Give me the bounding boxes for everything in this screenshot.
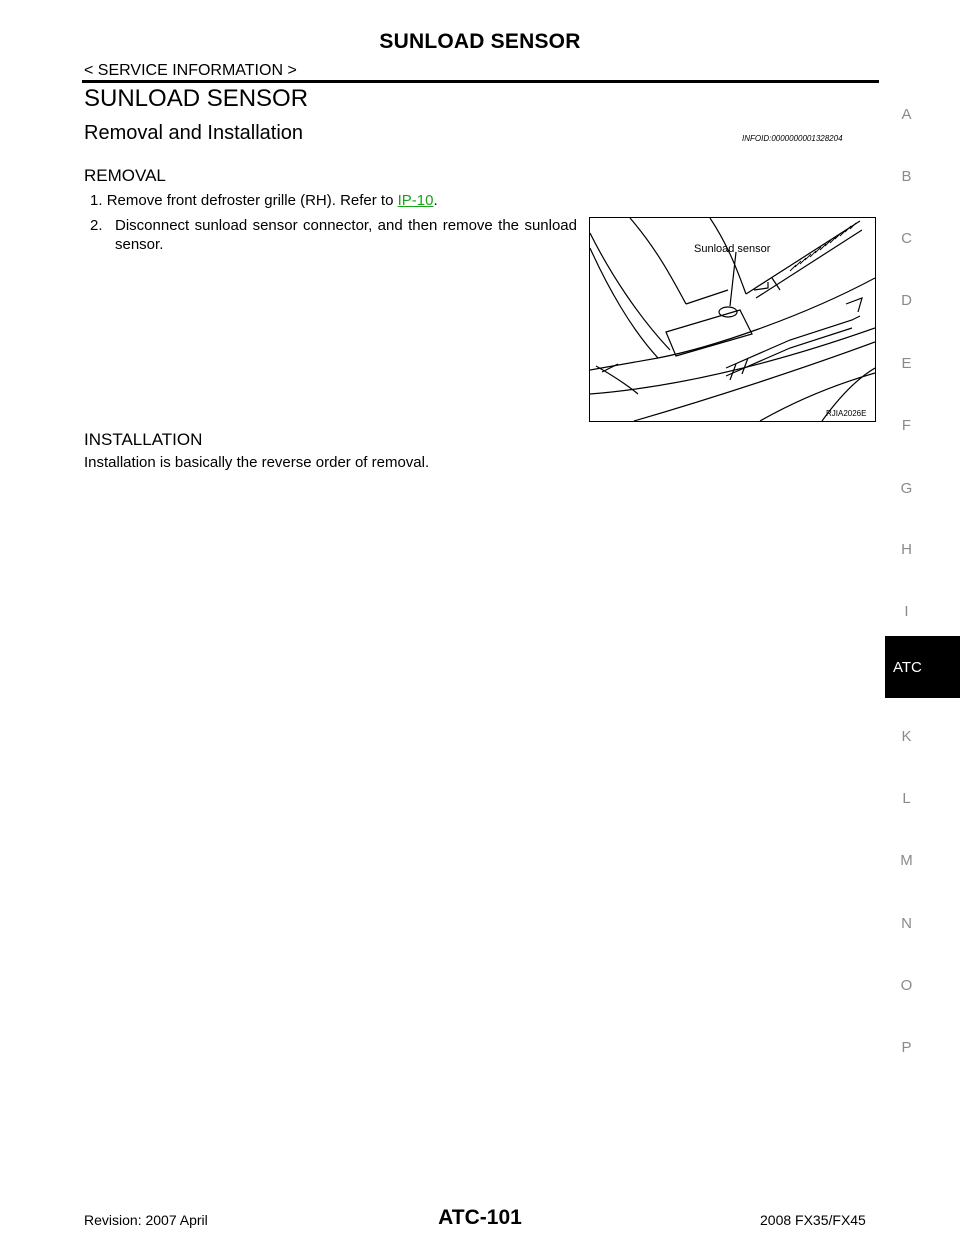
- step-1: [90, 191, 438, 210]
- installation-heading: INSTALLATION: [84, 430, 203, 449]
- step-2: [90, 216, 577, 254]
- index-tab-d[interactable]: D: [901, 292, 912, 309]
- section-title: Removal and Installation: [84, 122, 304, 144]
- step-number: 2.: [90, 217, 103, 234]
- index-tab-a[interactable]: A: [901, 106, 912, 123]
- revision-date: Revision: 2007 April: [84, 1212, 208, 1228]
- page-number: ATC-101: [438, 1206, 522, 1229]
- index-tab-f[interactable]: F: [901, 417, 912, 434]
- reference-link-ip-10[interactable]: IP-10: [397, 192, 434, 209]
- figure-code: RJIA2026E: [826, 409, 867, 418]
- step-number: 1.: [90, 192, 103, 209]
- section-index-tabs: [885, 0, 960, 1242]
- index-tab-c[interactable]: C: [901, 230, 912, 247]
- vehicle-model: 2008 FX35/FX45: [760, 1212, 866, 1228]
- header-rule: [82, 80, 879, 83]
- index-tab-atc-active[interactable]: ATC: [885, 636, 960, 698]
- step-text-end: .: [433, 192, 438, 209]
- step-text: Disconnect sunload sensor connector, and then remove the sunload sensor.: [115, 217, 577, 253]
- removal-heading: REMOVAL: [84, 166, 166, 185]
- index-tab-n[interactable]: N: [901, 915, 912, 932]
- info-id: INFOID:0000000001328204: [742, 134, 843, 143]
- step-text: Remove front defroster grille (RH). Refer to: [106, 192, 398, 209]
- index-tab-b[interactable]: B: [901, 168, 912, 185]
- index-tab-h[interactable]: H: [901, 541, 912, 558]
- sunload-sensor-figure: [589, 217, 876, 422]
- installation-text: Installation is basically the reverse order of removal.: [84, 454, 430, 471]
- page-title: SUNLOAD SENSOR: [84, 85, 309, 112]
- index-tab-k[interactable]: K: [901, 728, 912, 745]
- breadcrumb: < SERVICE INFORMATION >: [84, 62, 297, 79]
- figure-callout-label: Sunload sensor: [694, 243, 771, 255]
- index-tab-e[interactable]: E: [901, 355, 912, 372]
- index-tab-g[interactable]: G: [900, 480, 913, 497]
- index-tab-i[interactable]: I: [904, 603, 909, 620]
- index-tab-l[interactable]: L: [902, 790, 911, 807]
- index-tab-m[interactable]: M: [900, 852, 913, 869]
- header-title: SUNLOAD SENSOR: [379, 30, 581, 53]
- index-tab-o[interactable]: O: [900, 977, 913, 994]
- index-tab-p[interactable]: P: [901, 1039, 912, 1056]
